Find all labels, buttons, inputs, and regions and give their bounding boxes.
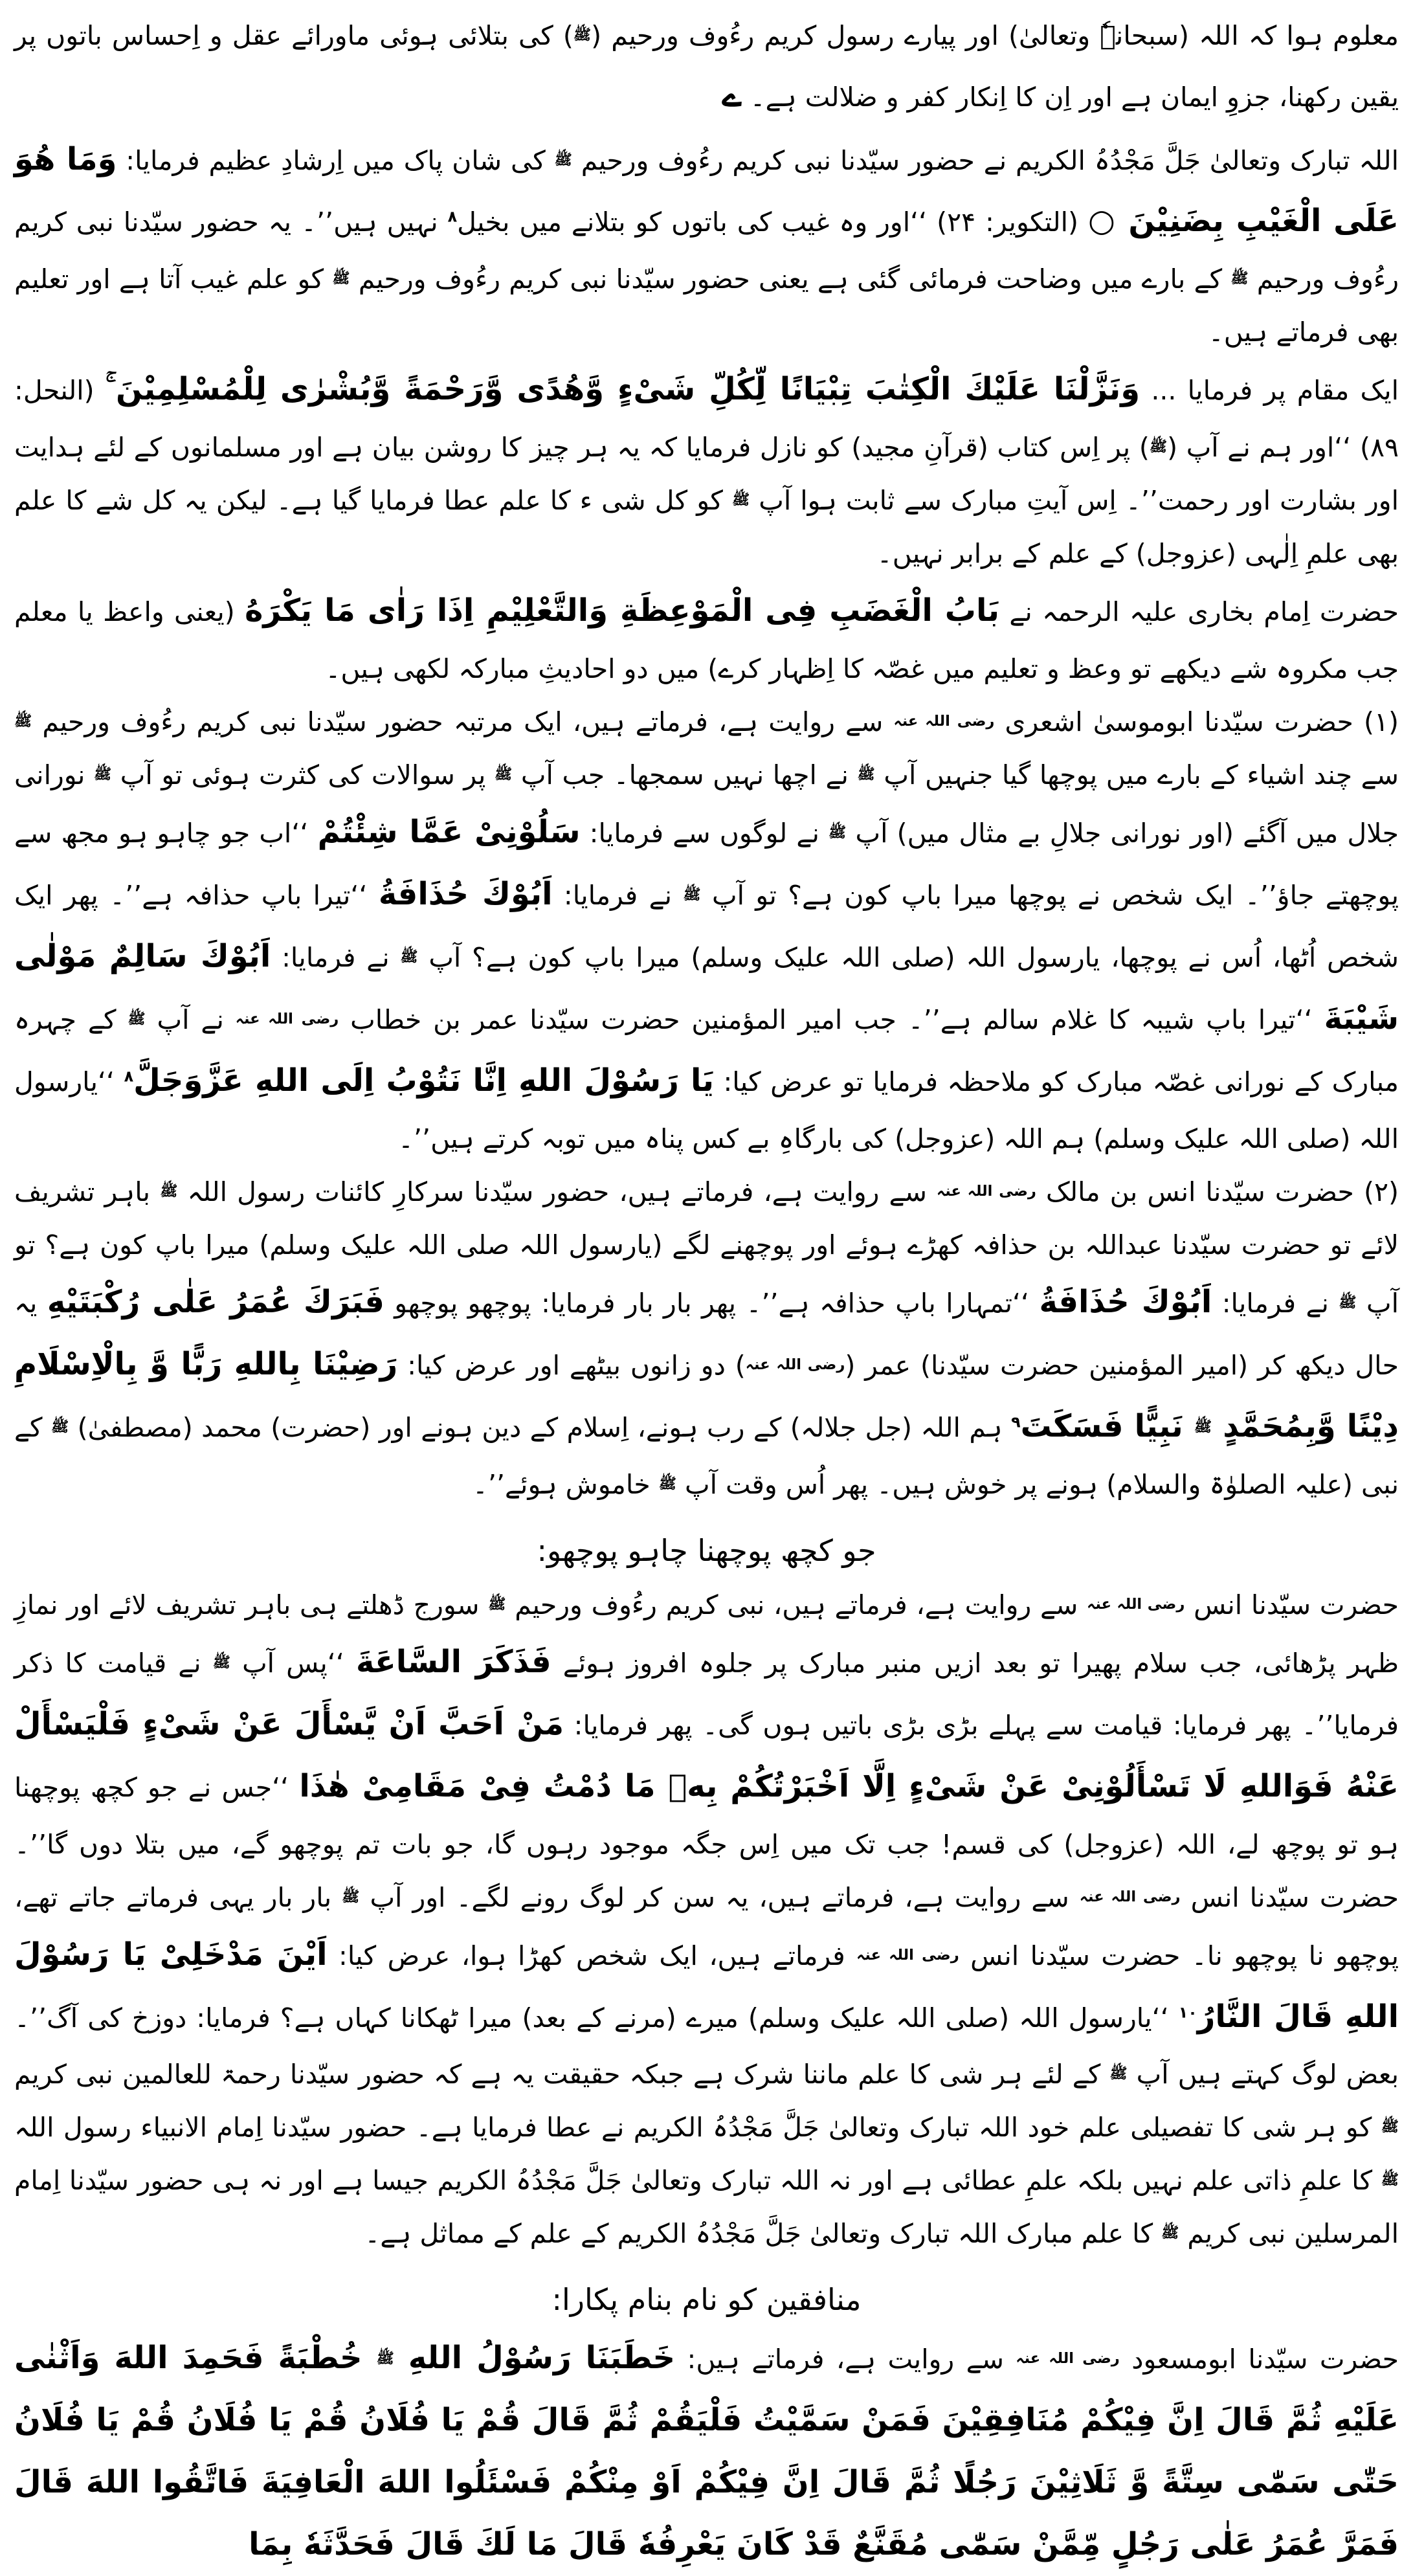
arabic-quote: اَيْنَ مَدْخَلِیْ يَا رَسُوْلَ اللهِ قَالَ النَّارُ xyxy=(14,1936,1399,2035)
urdu-text: باہر تشریف لائے تو حضرت سیّدنا عبداللہ بن حذافہ کھڑے ہوئے اور پوچھنے لگے (یارسول اللہ صلی اللہ علیک وسلم) میرا باپ کون ہے؟ تو آپ xyxy=(14,1176,1399,1319)
calligraphic-flourish: ے xyxy=(722,76,742,115)
honorific-seal: ﷺ xyxy=(554,151,572,168)
footnote-number: ۸ xyxy=(447,207,458,226)
section-heading xyxy=(14,2282,1399,2317)
urdu-text: ‘‘اب جو چاہو ہو مجھ سے پوچھتے جاؤ’’۔ ایک شخص نے پوچھا میرا باپ کون ہے؟ تو آپ xyxy=(14,818,1399,912)
urdu-text: ‘‘یارسول اللہ (صلی اللہ علیک وسلم) میرے (مرنے کے بعد) میرا ٹھکانا کہاں ہے؟ فرمایا: دوزخ کی آگ’’۔ بعض لوگ کہتے ہیں آپ xyxy=(14,2002,1399,2090)
honorific-seal: ﷺ xyxy=(332,270,350,287)
urdu-text: ‘‘یارسول اللہ (صلی اللہ علیک وسلم) ہم اللہ (عزوجل) کی بارگاہِ بے کس پناہ میں توبہ کرتے ہیں’’۔ xyxy=(14,1066,1399,1154)
urdu-text: ) دو زانوں بیٹھے اور عرض کیا: xyxy=(397,1349,746,1381)
arabic-quote: يَا رَسُوْلَ اللهِ اِنَّا نَتُوْبُ اِلَی اللهِ عَزَّوَجَلَّ xyxy=(133,1062,715,1099)
text-paragraph xyxy=(14,580,1399,695)
honorific-seal: ﷺ xyxy=(1194,1418,1212,1435)
honorific-seal: ﷺ xyxy=(400,948,418,966)
text-paragraph xyxy=(14,2327,1399,2576)
honorific-seal: ﷺ xyxy=(1161,2224,1179,2242)
urdu-text: نے فرمایا: xyxy=(552,880,684,912)
text-paragraph xyxy=(14,359,1399,580)
urdu-text: ‘‘تیرا باپ حذافہ ہے’’۔ پھر ایک شخص اُٹھا، اُس نے پوچھا، یارسول اللہ (صلی اللہ علیک وسلم) میرا باپ کون ہے؟ آپ xyxy=(14,880,1399,974)
text-paragraph xyxy=(14,1578,1399,2261)
urdu-text: اللہ تبارک وتعالیٰ جَلَّ مَجْدُہُ الکریم نے حضور سیّدنا نبی کریم رءُوف ورحیم xyxy=(572,144,1399,176)
urdu-text: سے روایت ہے، فرماتے ہیں: xyxy=(675,2344,1016,2375)
honorific-seal: رضی اللہ عنہ xyxy=(856,1946,959,1964)
urdu-text: سے روایت ہے، فرماتے ہیں، نبی کریم رءُوف ورحیم xyxy=(506,1589,1087,1620)
arabic-quote: سَلُوْنِیْ عَمَّا شِئْتُمْ xyxy=(317,814,581,851)
footnote-number: ۱۰ xyxy=(1178,2002,1197,2021)
arabic-quote: بَابُ الْغَضَبِ فِی الْمَوْعِظَةِ وَالتَّعْلِيْمِ اِذَا رَاٰی مَا يَكْرَهُ xyxy=(245,592,1000,629)
urdu-text: کو کل شی ء کا علم عطا فرمایا گیا ہے۔ لیکن یہ کل شے کا علم بھی علمِ اِلٰہی (عزوجل) کے علم کے برابر نہیں۔ xyxy=(14,485,1399,570)
urdu-text: کے چہرہ مبارک کے نورانی غصّہ مبارک کو ملاحظہ فرمایا تو عرض کیا: xyxy=(14,1004,1399,1097)
honorific-seal: ﷺ xyxy=(14,713,32,730)
honorific-seal: ﷺ xyxy=(488,1595,506,1613)
urdu-text: بار بار یہی فرماتے جاتے تھے، پوچھو نا پوچھو نا۔ حضرت سیّدنا انس xyxy=(14,1881,1399,1971)
urdu-text: سے روایت ہے، فرماتے ہیں، حضور سیّدنا سرکارِ کائنات رسول اللہ xyxy=(177,1176,937,1207)
urdu-text: سے روایت ہے، فرماتے ہیں، ایک مرتبہ حضور سیّدنا نبی کریم رءُوف ورحیم xyxy=(32,706,894,738)
urdu-text: حضرت سیّدنا ابومسعود xyxy=(1119,2344,1399,2375)
urdu-text: ‘‘تیرا باپ شیبہ کا غلام سالم ہے’’۔ جب امیر المؤمنین حضرت سیّدنا عمر بن خطاب xyxy=(339,1004,1324,1036)
arabic-quote: فَذَكَرَ السَّاعَةَ xyxy=(355,1643,551,1680)
footnote-number: ۹ xyxy=(1011,1413,1021,1431)
urdu-text: نے اچھا نہیں سمجھا۔ جب آپ xyxy=(512,759,858,791)
arabic-quote: وَمَا هُوَ عَلَى الْغَيْبِ بِضَنِيْنَ ○ xyxy=(14,140,1399,240)
honorific-seal: ﷺ xyxy=(342,1888,360,1905)
urdu-text: خاموش ہوئے’’۔ xyxy=(472,1468,659,1500)
arabic-quote: اَبُوْكَ سَالِمٌ مَوْلٰی شَيْبَةَ xyxy=(14,938,1399,1037)
text-paragraph xyxy=(14,695,1399,1165)
urdu-text: کو علم غیب آتا ہے اور تعلیم بھی فرماتے ہیں۔ xyxy=(14,263,1399,348)
urdu-text: فرماتے ہیں، ایک شخص کھڑا ہوا، عرض کیا: xyxy=(327,1940,857,1971)
honorific-seal: ﷺ xyxy=(857,766,875,783)
urdu-text: نے فرمایا: xyxy=(1212,1287,1339,1319)
honorific-seal: ﷺ xyxy=(160,1182,178,1200)
urdu-text: سورج ڈھلتے ہی باہر تشریف لائے اور نمازِ ظہر پڑھائی، جب سلام پھیرا تو بعد ازیں منبر مبارک پر جلوہ افروز ہوئے xyxy=(14,1589,1399,1679)
honorific-seal: رضی اللہ عنہ xyxy=(745,1356,845,1373)
footnote-number: ۸ xyxy=(124,1067,134,1086)
arabic-quote: اَبُوْكَ حُذَافَةُ xyxy=(1039,1283,1212,1320)
text-paragraph xyxy=(14,9,1399,129)
arabic-quote: وَنَزَّلْنَا عَلَيْكَ الْكِتٰبَ تِبْيَانًا لِّكُلِّ شَیْءٍ وَّهُدًى وَّرَحْمَةً وَّبُشْرٰى لِلْمُسْلِمِيْنَ ۚ xyxy=(105,371,1140,408)
arabic-quote: خُطْبَةً فَحَمِدَ اللهَ وَاَثْنٰی عَلَيْهِ ثُمَّ قَالَ اِنَّ فِيْكُمْ مُنَافِقِيْنَ فَمَنْ سَمَّيْتُ فَلْيَقُمْ ثُمَّ قَالَ قُمْ يَا فُلَانُ قُمْ يَا فُلَانُ قُمْ يَا فُلَانُ حَتّٰی سَمّٰی سِتَّةً وَّ ثَلَاثِيْنَ رَجُلًا ثُمَّ قَالَ اِنَّ فِيْكُمْ اَوْ مِنْكُمْ فَسْئَلُوا اللهَ الْعَافِيَةَ فَاتَّقُوا اللهَ قَالَ فَمَرَّ عُمَرُ عَلٰی رَجُلٍ مِّمَّنْ سَمّٰی مُقَنَّعٌ قَدْ كَانَ يَعْرِفُهٗ قَالَ مَا لَكَ قَالَ فَحَدَّثَهٗ بِمَا xyxy=(14,2340,1399,2563)
urdu-text: کو ہر شی کا تفصیلی علم خود اللہ تبارک وتعالیٰ جَلَّ مَجْدُہُ الکریم نے عطا فرمایا ہے۔ حضور سیّدنا اِمام الانبیاء رسول اللہ xyxy=(14,2112,1381,2144)
honorific-seal: رضی اللہ عنہ xyxy=(937,1182,1036,1200)
honorific-seal: ﷺ xyxy=(683,886,701,904)
text-paragraph xyxy=(14,1165,1399,1511)
honorific-seal: ﷺ xyxy=(658,1475,676,1492)
urdu-text: کا علم مبارک اللہ تبارک وتعالیٰ جَلَّ مَجْدُہُ الکریم کے علم کے مماثل ہے۔ xyxy=(364,2218,1162,2250)
urdu-text: (۲) حضرت سیّدنا انس بن مالک xyxy=(1036,1176,1399,1207)
honorific-seal: ﷺ xyxy=(50,1418,69,1435)
text-paragraph xyxy=(14,129,1399,359)
honorific-seal: ﷺ xyxy=(376,2350,394,2368)
urdu-text: (التکویر: ۲۴) ‘‘اور وہ غیب کی باتوں کو بتلانے میں بخیل xyxy=(457,207,1088,238)
honorific-seal: ﷺ xyxy=(495,766,513,783)
urdu-text: ‘‘جس نے جو کچھ پوچھنا ہو تو پوچھ لے، اللہ (عزوجل) کی قسم! جب تک میں اِس جگہ موجود رہوں گا، جو بات تم پوچھو گے، میں بتلا دوں گا’’۔ حضرت سیّدنا انس xyxy=(14,1771,1399,1913)
honorific-seal: رضی اللہ عنہ xyxy=(1016,2350,1120,2368)
honorific-seal: رضی اللہ عنہ xyxy=(1079,1888,1181,1905)
urdu-text: نے آپ xyxy=(145,1004,236,1036)
urdu-text: سے روایت ہے، فرماتے ہیں، یہ سن کر لوگ رونے لگے۔ اور آپ xyxy=(359,1881,1080,1913)
urdu-text: ) کی بتلائی ہوئی ماورائے عقل و اِحساس باتوں پر یقین رکھنا، جزوِ ایمان ہے اور اِن کا اِنکار کفر و ضلالت ہے۔ xyxy=(14,20,1399,113)
honorific-seal: ﷺ xyxy=(1149,438,1168,456)
arabic-quote: اَبُوْكَ حُذَافَةُ xyxy=(378,876,553,913)
urdu-text: حضرت اِمام بخاری علیہ الرحمہ نے xyxy=(999,596,1399,628)
honorific-seal: ﷺ xyxy=(128,1011,146,1028)
urdu-text: کے بارے میں وضاحت فرمائی گئی ہے یعنی حضور سیّدنا نبی کریم رءُوف ورحیم xyxy=(350,263,1231,295)
urdu-text: ‘‘پس آپ xyxy=(230,1647,356,1679)
urdu-text: حضرت سیّدنا انس xyxy=(1185,1589,1399,1620)
honorific-seal: ﷺ xyxy=(573,27,592,43)
honorific-seal: ﷺ xyxy=(212,1653,231,1671)
arabic-quote: رَضِيْنَا بِاللهِ رَبًّا وَّ بِالْاِسْلَامِ دِيْنًا وَّبِمُحَمَّدٍ xyxy=(14,1345,1399,1444)
page-body xyxy=(14,9,1399,2576)
urdu-text: (۱) حضرت سیّدنا ابوموسیٰ اشعری xyxy=(994,706,1399,738)
honorific-seal: ﷺ xyxy=(1109,2065,1128,2083)
urdu-text: منافقین کو نام بنام پکارا: xyxy=(551,2282,862,2318)
urdu-text: کے لئے ہر شی کا علم ماننا شرک ہے جبکہ حقیقت یہ ہے کہ حضور سیّدنا رحمۃ للعالمین نبی کریم xyxy=(14,2059,1110,2090)
urdu-text: کا علمِ ذاتی علم نہیں بلکہ علمِ عطائی ہے اور نہ اللہ تبارک وتعالیٰ جَلَّ مَجْدُہُ الکریم جیسا ہے اور نہ ہی حضور سیّدنا اِمام المرسلین نبی کریم xyxy=(14,2165,1399,2250)
urdu-text: نے قیامت کا ذکر فرمایا’’۔ پھر فرمایا: قیامت سے پہلے بڑی بڑی باتیں ہوں گی۔ پھر فرمایا: xyxy=(14,1647,1399,1741)
honorific-seal: رضی اللہ عنہ xyxy=(1087,1595,1185,1613)
urdu-text: (یعنی واعظ یا معلم جب مکروہ شے دیکھے تو وعظ و تعلیم میں غصّہ کا اِظہار کرے) میں دو احادیثِ مبارکہ لکھی ہیں۔ xyxy=(14,596,1399,685)
urdu-text: معلوم ہوا کہ اللہ (سبحانہٗ وتعالیٰ) اور پیارے رسول کریم رءُوف ورحیم ( xyxy=(591,20,1399,51)
urdu-text: (النحل: ۸۹) ‘‘اور ہم نے آپ ( xyxy=(14,375,1399,464)
honorific-seal: ﷺ xyxy=(829,824,847,842)
urdu-text: سے چند اشیاء کے بارے میں پوچھا گیا جنہیں آپ xyxy=(874,759,1399,791)
honorific-seal: رضی اللہ عنہ xyxy=(893,713,995,730)
honorific-seal: ﷺ xyxy=(93,766,112,783)
urdu-text: ) پر اِس کتاب (قرآنِ مجید) کو نازل فرمایا کہ یہ ہر چیز کا روشن بیان ہے اور مسلمانوں کے لئے ہدایت اور بشارت اور رحمت’’۔ اِس آیتِ مبارک سے ثابت ہوا آپ xyxy=(14,432,1399,517)
urdu-text: ‘‘تمہارا باپ حذافہ ہے’’۔ پھر بار بار فرمایا: پوچھو پوچھو xyxy=(384,1287,1040,1319)
arabic-quote: نَبِيًّا فَسَكَتَ xyxy=(1020,1407,1194,1444)
urdu-text: کے نبی (علیہ الصلوٰۃ والسلام) ہونے پر خوش ہیں۔ پھر اُس وقت آپ xyxy=(14,1411,1399,1500)
urdu-text: پر سوالات کی کثرت ہوئی تو آپ xyxy=(111,759,495,791)
urdu-text: کی شان پاک میں اِرشادِ عظیم فرمایا: xyxy=(117,144,555,176)
honorific-seal: رضی اللہ عنہ xyxy=(235,1011,339,1028)
section-heading xyxy=(14,1533,1399,1568)
arabic-quote: مَنْ اَحَبَّ اَنْ يَّسْأَلَ عَنْ شَیْءٍ فَلْيَسْأَلْ عَنْهُ فَوَاللهِ لَا تَسْأَلُوْنِیْ عَنْ شَیْءٍ اِلَّا اَخْبَرْتُكُمْ بِهٖ مَا دُمْتُ فِیْ مَقَامِیْ هٰذَا xyxy=(14,1705,1399,1804)
urdu-text: جو کچھ پوچھنا چاہو پوچھو: xyxy=(537,1532,876,1568)
urdu-text: نہیں ہیں’’۔ یہ حضور سیّدنا نبی کریم رءُوف ورحیم xyxy=(14,207,1399,295)
urdu-text: یہ حال دیکھ کر (امیر المؤمنین حضرت سیّدنا) عمر ( xyxy=(14,1287,1399,1381)
urdu-text: ایک مقام پر فرمایا ... xyxy=(1140,375,1399,407)
urdu-text: نورانی جلال میں آگئے (اور نورانی جلالِ بے مثال میں) آپ xyxy=(14,759,1399,849)
honorific-seal: ﷺ xyxy=(1381,2118,1399,2136)
arabic-quote: فَبَرَكَ عُمَرُ عَلٰی رُكْبَتَيْهِ xyxy=(47,1283,384,1320)
honorific-seal: ﷺ xyxy=(1339,1294,1357,1311)
arabic-quote: خَطَبَنَا رَسُوْلُ اللهِ xyxy=(394,2340,676,2377)
honorific-seal: ﷺ xyxy=(1381,2171,1399,2189)
urdu-text: ہم اللہ (جل جلالہ) کے رب ہونے، اِسلام کے دین ہونے اور (حضرت) محمد (مصطفیٰ) xyxy=(69,1411,1012,1443)
honorific-seal: ﷺ xyxy=(731,491,750,509)
urdu-text: نے لوگوں سے فرمایا: xyxy=(580,818,829,849)
honorific-seal: ﷺ xyxy=(1230,270,1249,287)
urdu-text: نے فرمایا: xyxy=(271,942,401,974)
